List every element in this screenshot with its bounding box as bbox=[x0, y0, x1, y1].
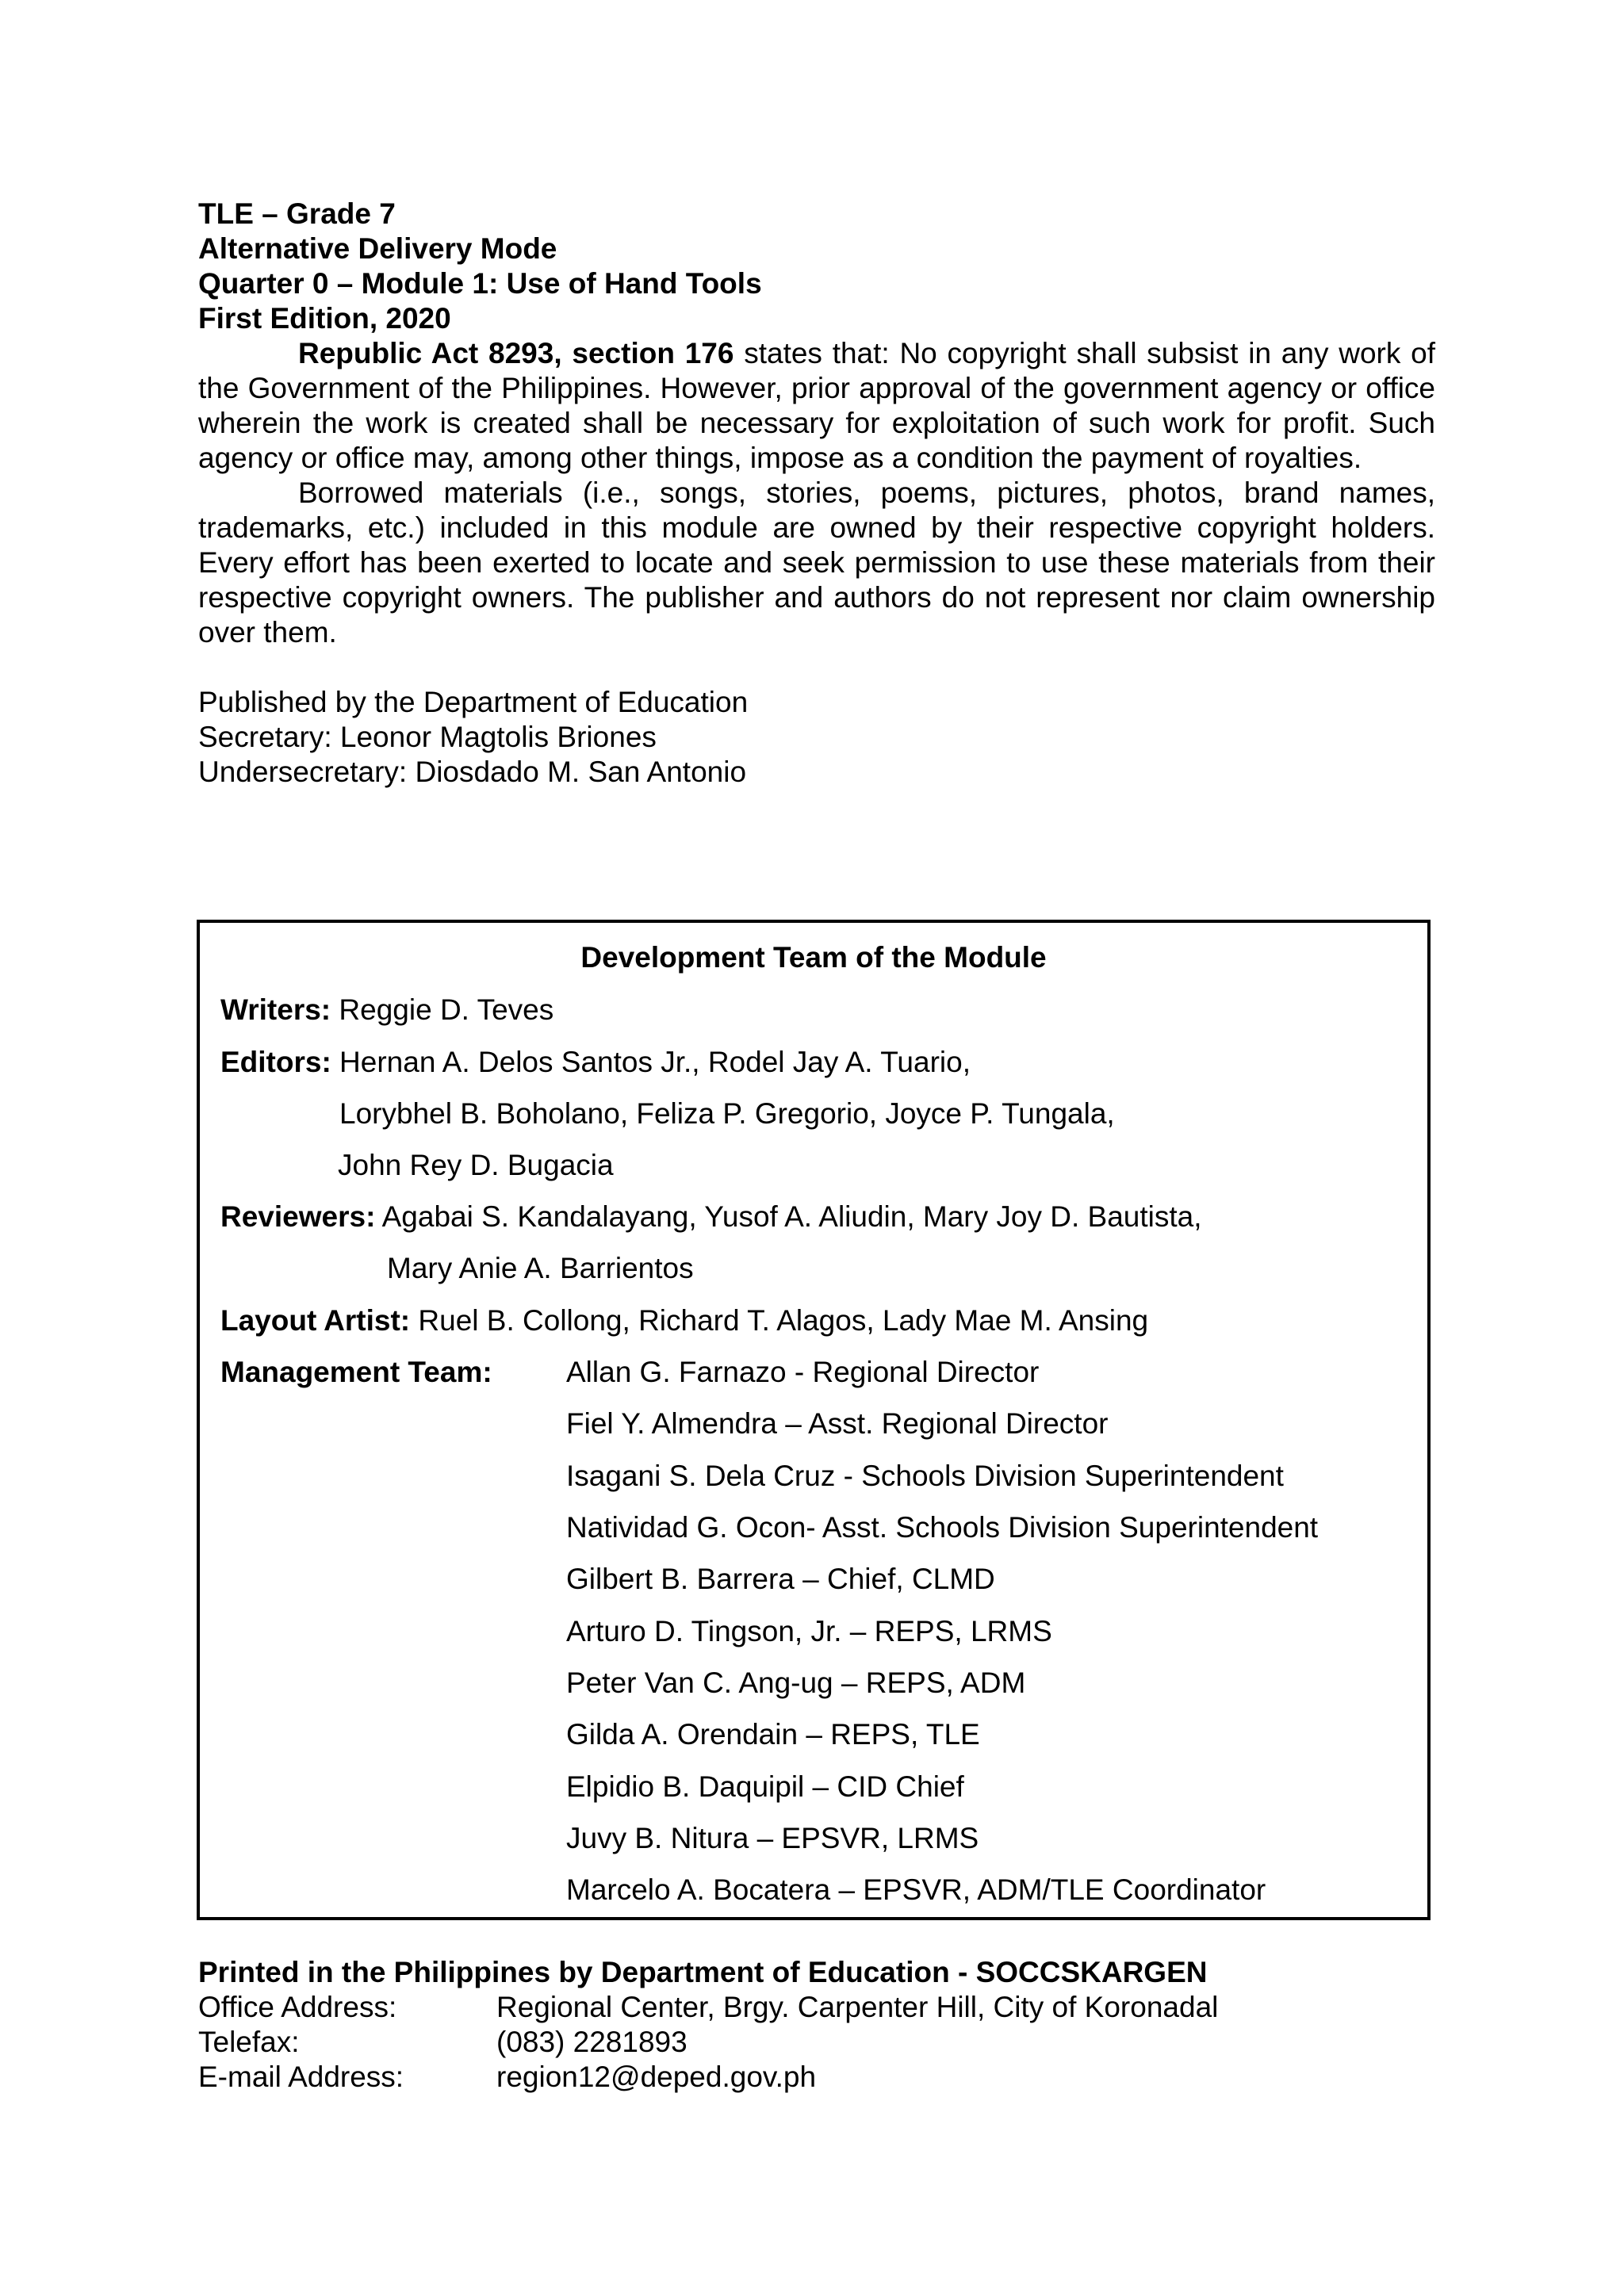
management-member: Gilda A. Orendain – REPS, TLE bbox=[566, 1718, 980, 1751]
editors-label: Editors: bbox=[220, 1046, 331, 1078]
reviewers-row-2: Mary Anie A. Barrientos bbox=[387, 1252, 694, 1284]
copyright-paragraph bbox=[198, 336, 1435, 476]
document-page bbox=[198, 197, 1435, 790]
office-address-row bbox=[198, 1990, 1435, 2025]
team-title: Development Team of the Module bbox=[580, 941, 1047, 974]
printed-info bbox=[198, 1955, 1435, 2095]
management-team-label: Management Team: bbox=[220, 1356, 492, 1388]
development-team-box bbox=[197, 920, 1431, 1920]
writers-row bbox=[220, 993, 553, 1027]
email-label: E-mail Address: bbox=[198, 2061, 404, 2093]
published-by: Published by the Department of Education bbox=[198, 686, 749, 718]
module-title: Quarter 0 – Module 1: Use of Hand Tools bbox=[198, 267, 762, 300]
writers-label: Writers: bbox=[220, 993, 331, 1026]
telefax-value: (083) 2281893 bbox=[496, 2026, 688, 2058]
publisher-block bbox=[198, 685, 1435, 790]
reviewers-row bbox=[220, 1200, 1202, 1234]
management-member: Peter Van C. Ang-ug – REPS, ADM bbox=[566, 1667, 1026, 1699]
edition: First Edition, 2020 bbox=[198, 302, 451, 335]
editors-row bbox=[220, 1045, 971, 1080]
editors-value-1: Hernan A. Delos Santos Jr., Rodel Jay A. Tuario, bbox=[331, 1046, 971, 1078]
management-member: Juvy B. Nitura – EPSVR, LRMS bbox=[566, 1822, 979, 1854]
borrowed-materials-paragraph: Borrowed materials (i.e., songs, stories, poems, pictures, photos, brand names, trademarks, etc.) included in this module are owned by their respective copyright holders. Every effort has been exerted to locate and seek permission to use these materials from their respective copyright owners. The publisher and authors do not represent nor claim ownership over them. bbox=[198, 476, 1435, 649]
management-member: Allan G. Farnazo - Regional Director bbox=[566, 1356, 1040, 1388]
management-member: Gilbert B. Barrera – Chief, CLMD bbox=[566, 1563, 995, 1595]
document-header bbox=[198, 197, 1435, 336]
writers-value: Reggie D. Teves bbox=[331, 993, 554, 1026]
layout-artist-row bbox=[220, 1303, 1148, 1338]
email-row bbox=[198, 2060, 1435, 2095]
law-text: states that: No copyright shall subsist in any work of the Government of the Philippines. However, prior approval of the government agency or office wherein the work is created shall be necessary for exploitation of such work for profit. Such agency or office may, among other things, impose as a condition the payment of royalties. bbox=[198, 337, 1435, 474]
management-member: Isagani S. Dela Cruz - Schools Division Superintendent bbox=[566, 1460, 1284, 1492]
undersecretary: Undersecretary: Diosdado M. San Antonio bbox=[198, 756, 747, 788]
law-reference: Republic Act 8293, section 176 bbox=[298, 337, 734, 369]
email-value[interactable]: region12@deped.gov.ph bbox=[496, 2061, 817, 2093]
management-member: Arturo D. Tingson, Jr. – REPS, LRMS bbox=[566, 1615, 1052, 1647]
editors-row-2: Lorybhel B. Boholano, Feliza P. Gregorio, Joyce P. Tungala, bbox=[339, 1097, 1115, 1130]
delivery-mode: Alternative Delivery Mode bbox=[198, 232, 557, 265]
secretary: Secretary: Leonor Magtolis Briones bbox=[198, 721, 657, 753]
management-member: Natividad G. Ocon- Asst. Schools Division Superintendent bbox=[566, 1511, 1319, 1544]
office-address-label: Office Address: bbox=[198, 1991, 397, 2023]
management-member: Fiel Y. Almendra – Asst. Regional Director bbox=[566, 1407, 1109, 1440]
management-member: Elpidio B. Daquipil – CID Chief bbox=[566, 1770, 964, 1803]
reviewers-label: Reviewers: bbox=[220, 1200, 376, 1233]
office-address-value: Regional Center, Brgy. Carpenter Hill, City of Koronadal bbox=[496, 1991, 1219, 2023]
editors-row-3: John Rey D. Bugacia bbox=[338, 1149, 614, 1181]
layout-artist-value: Ruel B. Collong, Richard T. Alagos, Lady Mae M. Ansing bbox=[410, 1304, 1149, 1337]
reviewers-value-1: Agabai S. Kandalayang, Yusof A. Aliudin, Mary Joy D. Bautista, bbox=[375, 1200, 1202, 1233]
printed-heading: Printed in the Philippines by Department of Education - SOCCSKARGEN bbox=[198, 1956, 1208, 1988]
management-member: Marcelo A. Bocatera – EPSVR, ADM/TLE Coordinator bbox=[566, 1873, 1266, 1906]
telefax-label: Telefax: bbox=[198, 2026, 300, 2058]
layout-artist-label: Layout Artist: bbox=[220, 1304, 411, 1337]
subject-title: TLE – Grade 7 bbox=[198, 197, 396, 230]
telefax-row bbox=[198, 2025, 1435, 2060]
